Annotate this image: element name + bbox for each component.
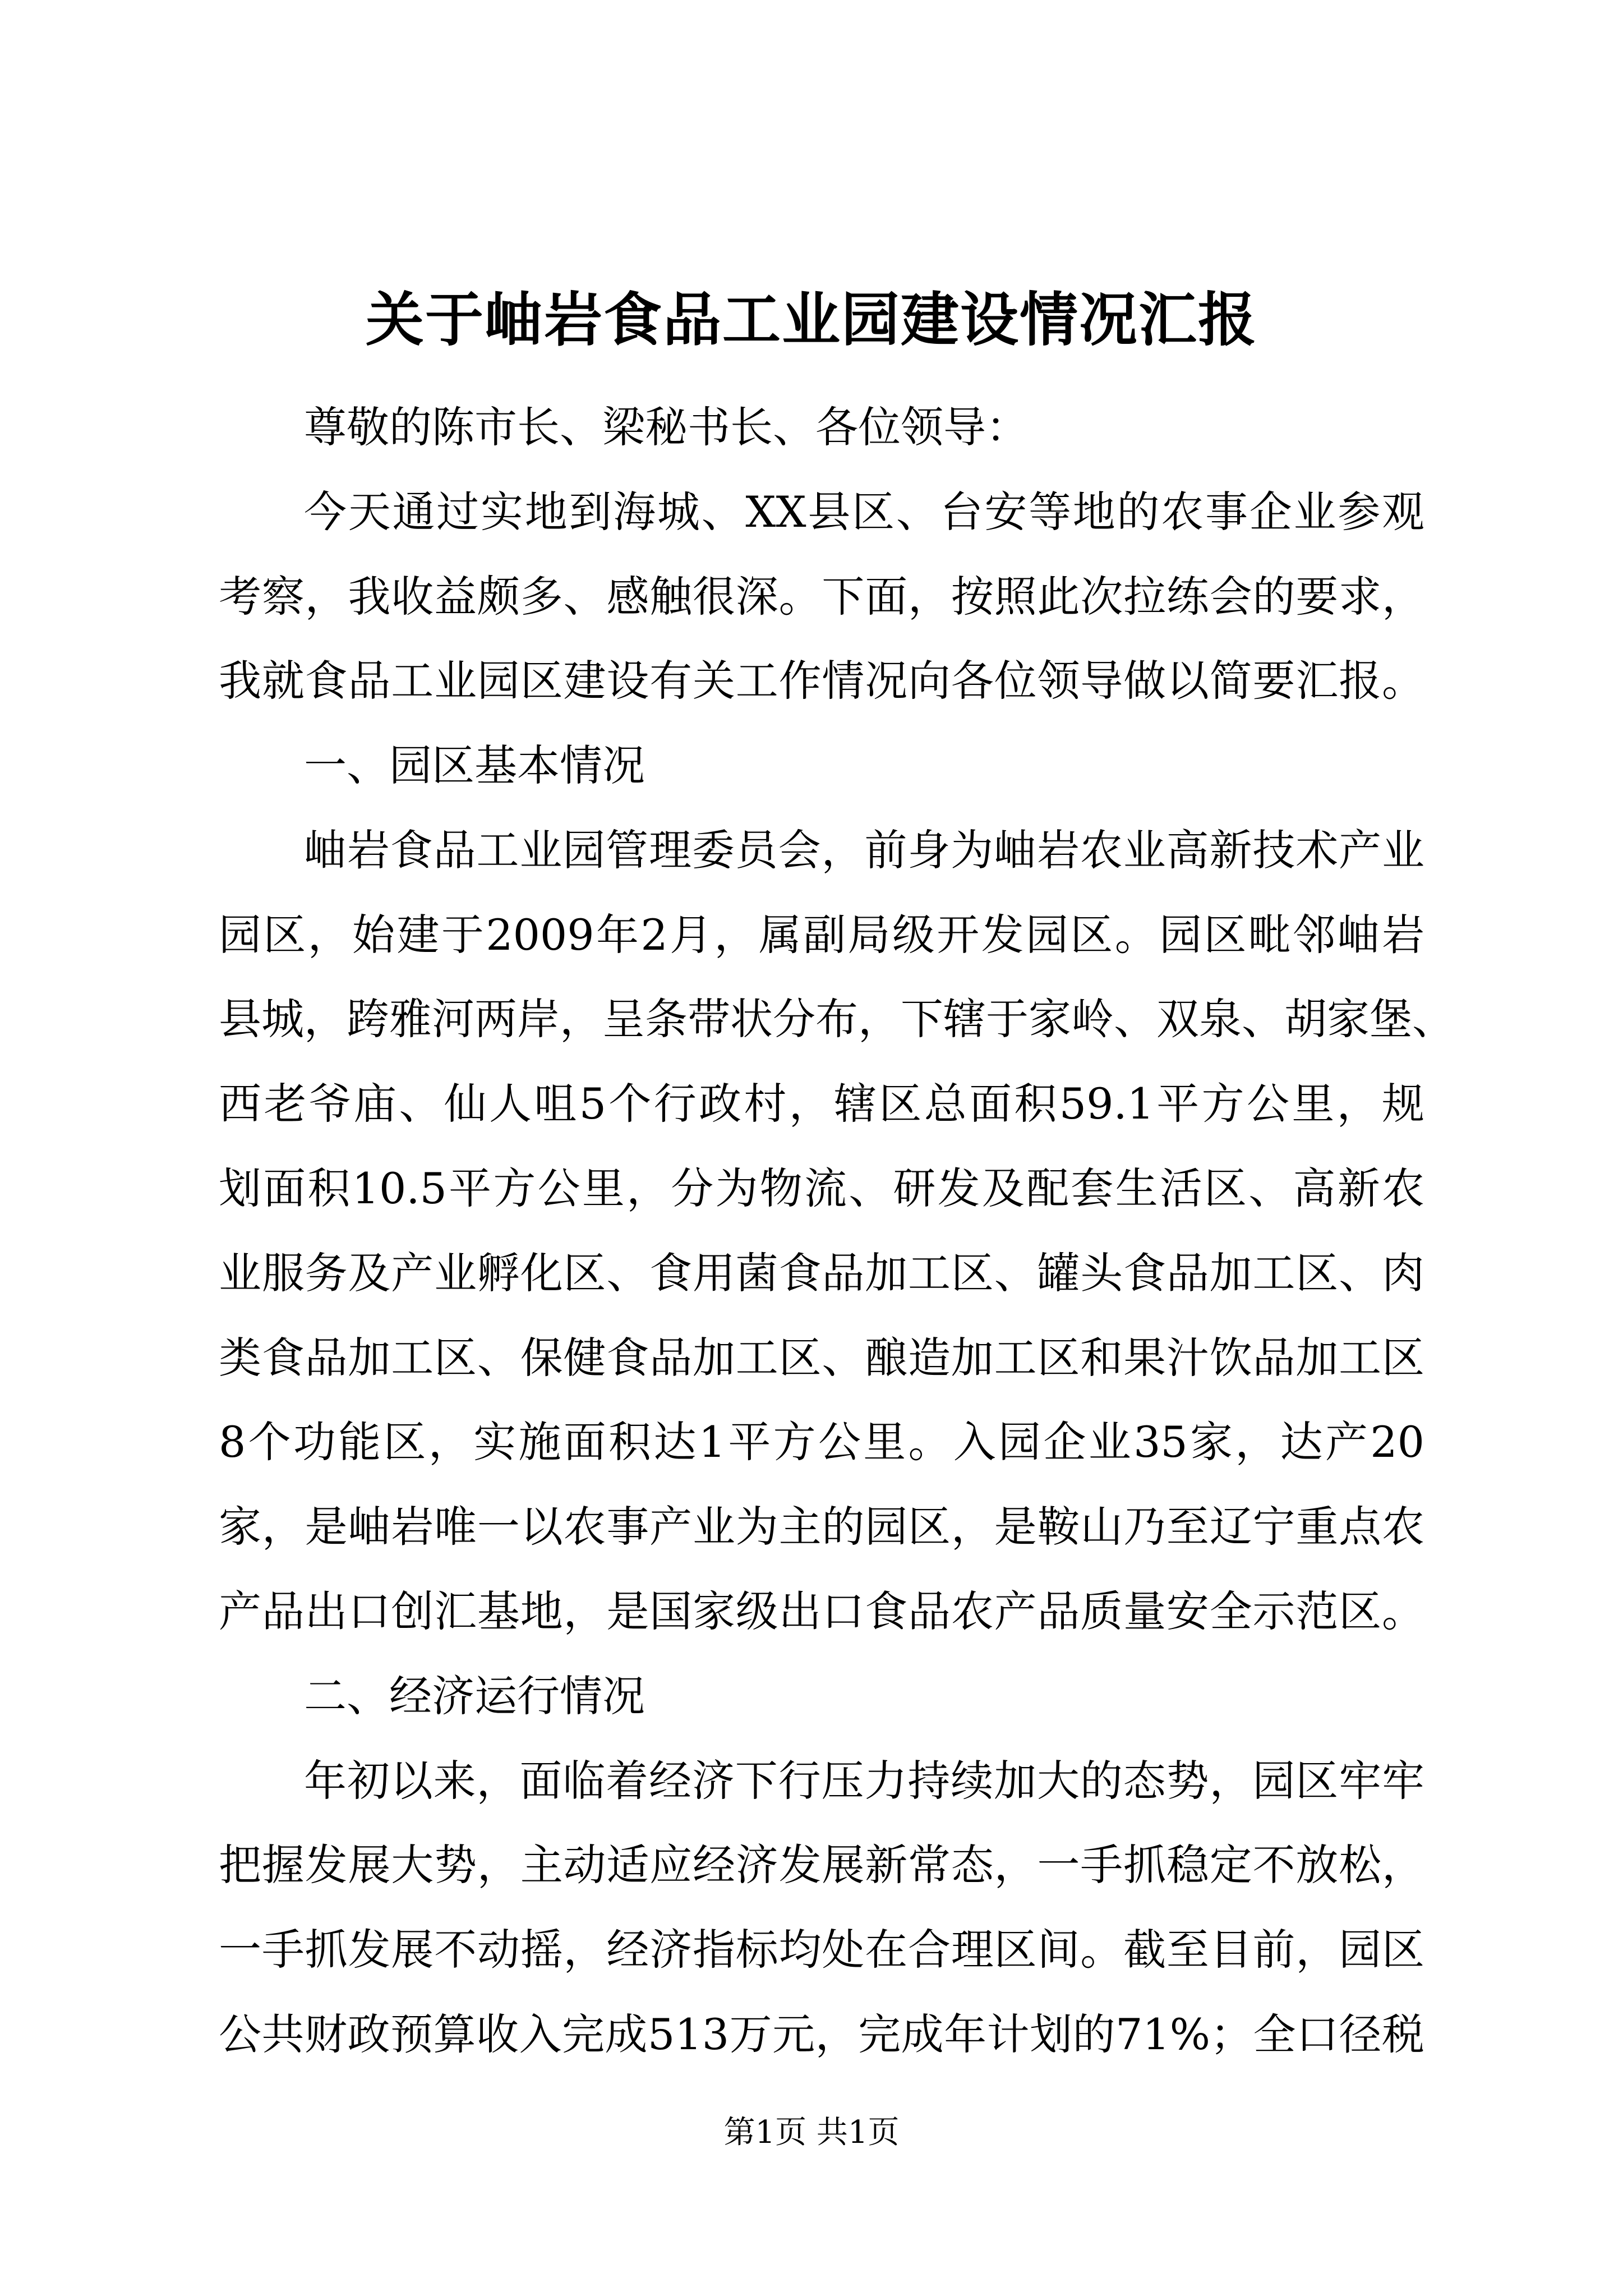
paragraph-line: 考察，我收益颇多、感触很深。下面，按照此次拉练会的要求，	[219, 572, 1424, 622]
paragraph-line: 西老爷庙、仙人咀5个行政村，辖区总面积59.1平方公里，规	[219, 1079, 1424, 1129]
paragraph-line: 园区，始建于2009年2月，属副局级开发园区。园区毗邻岫岩	[219, 910, 1424, 960]
paragraph-line: 家，是岫岩唯一以农事产业为主的园区，是鞍山乃至辽宁重点农	[219, 1502, 1424, 1552]
paragraph-line: 产品出口创汇基地，是国家级出口食品农产品质量安全示范区。	[219, 1586, 1424, 1636]
paragraph-line: 一手抓发展不动摇，经济指标均处在合理区间。截至目前，园区	[219, 1925, 1424, 1975]
paragraph-line: 类食品加工区、保健食品加工区、酿造加工区和果汁饮品加工区	[219, 1333, 1424, 1383]
paragraph-line: 县城，跨雅河两岸，呈条带状分布，下辖于家岭、双泉、胡家堡、	[219, 994, 1455, 1044]
paragraph-line: 把握发展大势，主动适应经济发展新常态，一手抓稳定不放松，	[219, 1840, 1424, 1890]
paragraph-line: 公共财政预算收入完成513万元，完成年计划的71%；全口径税	[219, 2009, 1424, 2059]
paragraph-line: 今天通过实地到海城、XX县区、台安等地的农事企业参观	[304, 487, 1424, 537]
paragraph-line: 年初以来，面临着经济下行压力持续加大的态势，园区牢牢	[304, 1756, 1424, 1806]
section-heading: 二、经济运行情况	[304, 1671, 645, 1721]
salutation-line: 尊敬的陈市长、梁秘书长、各位领导：	[304, 402, 1029, 452]
paragraph-line: 8个功能区，实施面积达1平方公里。入园企业35家，达产20	[219, 1417, 1424, 1467]
document-title: 关于岫岩食品工业园建设情况汇报	[365, 285, 1257, 354]
page-number-footer: 第1页 共1页	[723, 2114, 900, 2151]
paragraph-line: 业服务及产业孵化区、食用菌食品加工区、罐头食品加工区、肉	[219, 1248, 1424, 1298]
section-heading: 一、园区基本情况	[304, 740, 645, 790]
paragraph-line: 岫岩食品工业园管理委员会，前身为岫岩农业高新技术产业	[304, 825, 1424, 875]
paragraph-line: 我就食品工业园区建设有关工作情况向各位领导做以简要汇报。	[219, 656, 1424, 706]
paragraph-line: 划面积10.5平方公里，分为物流、研发及配套生活区、高新农	[219, 1163, 1424, 1213]
